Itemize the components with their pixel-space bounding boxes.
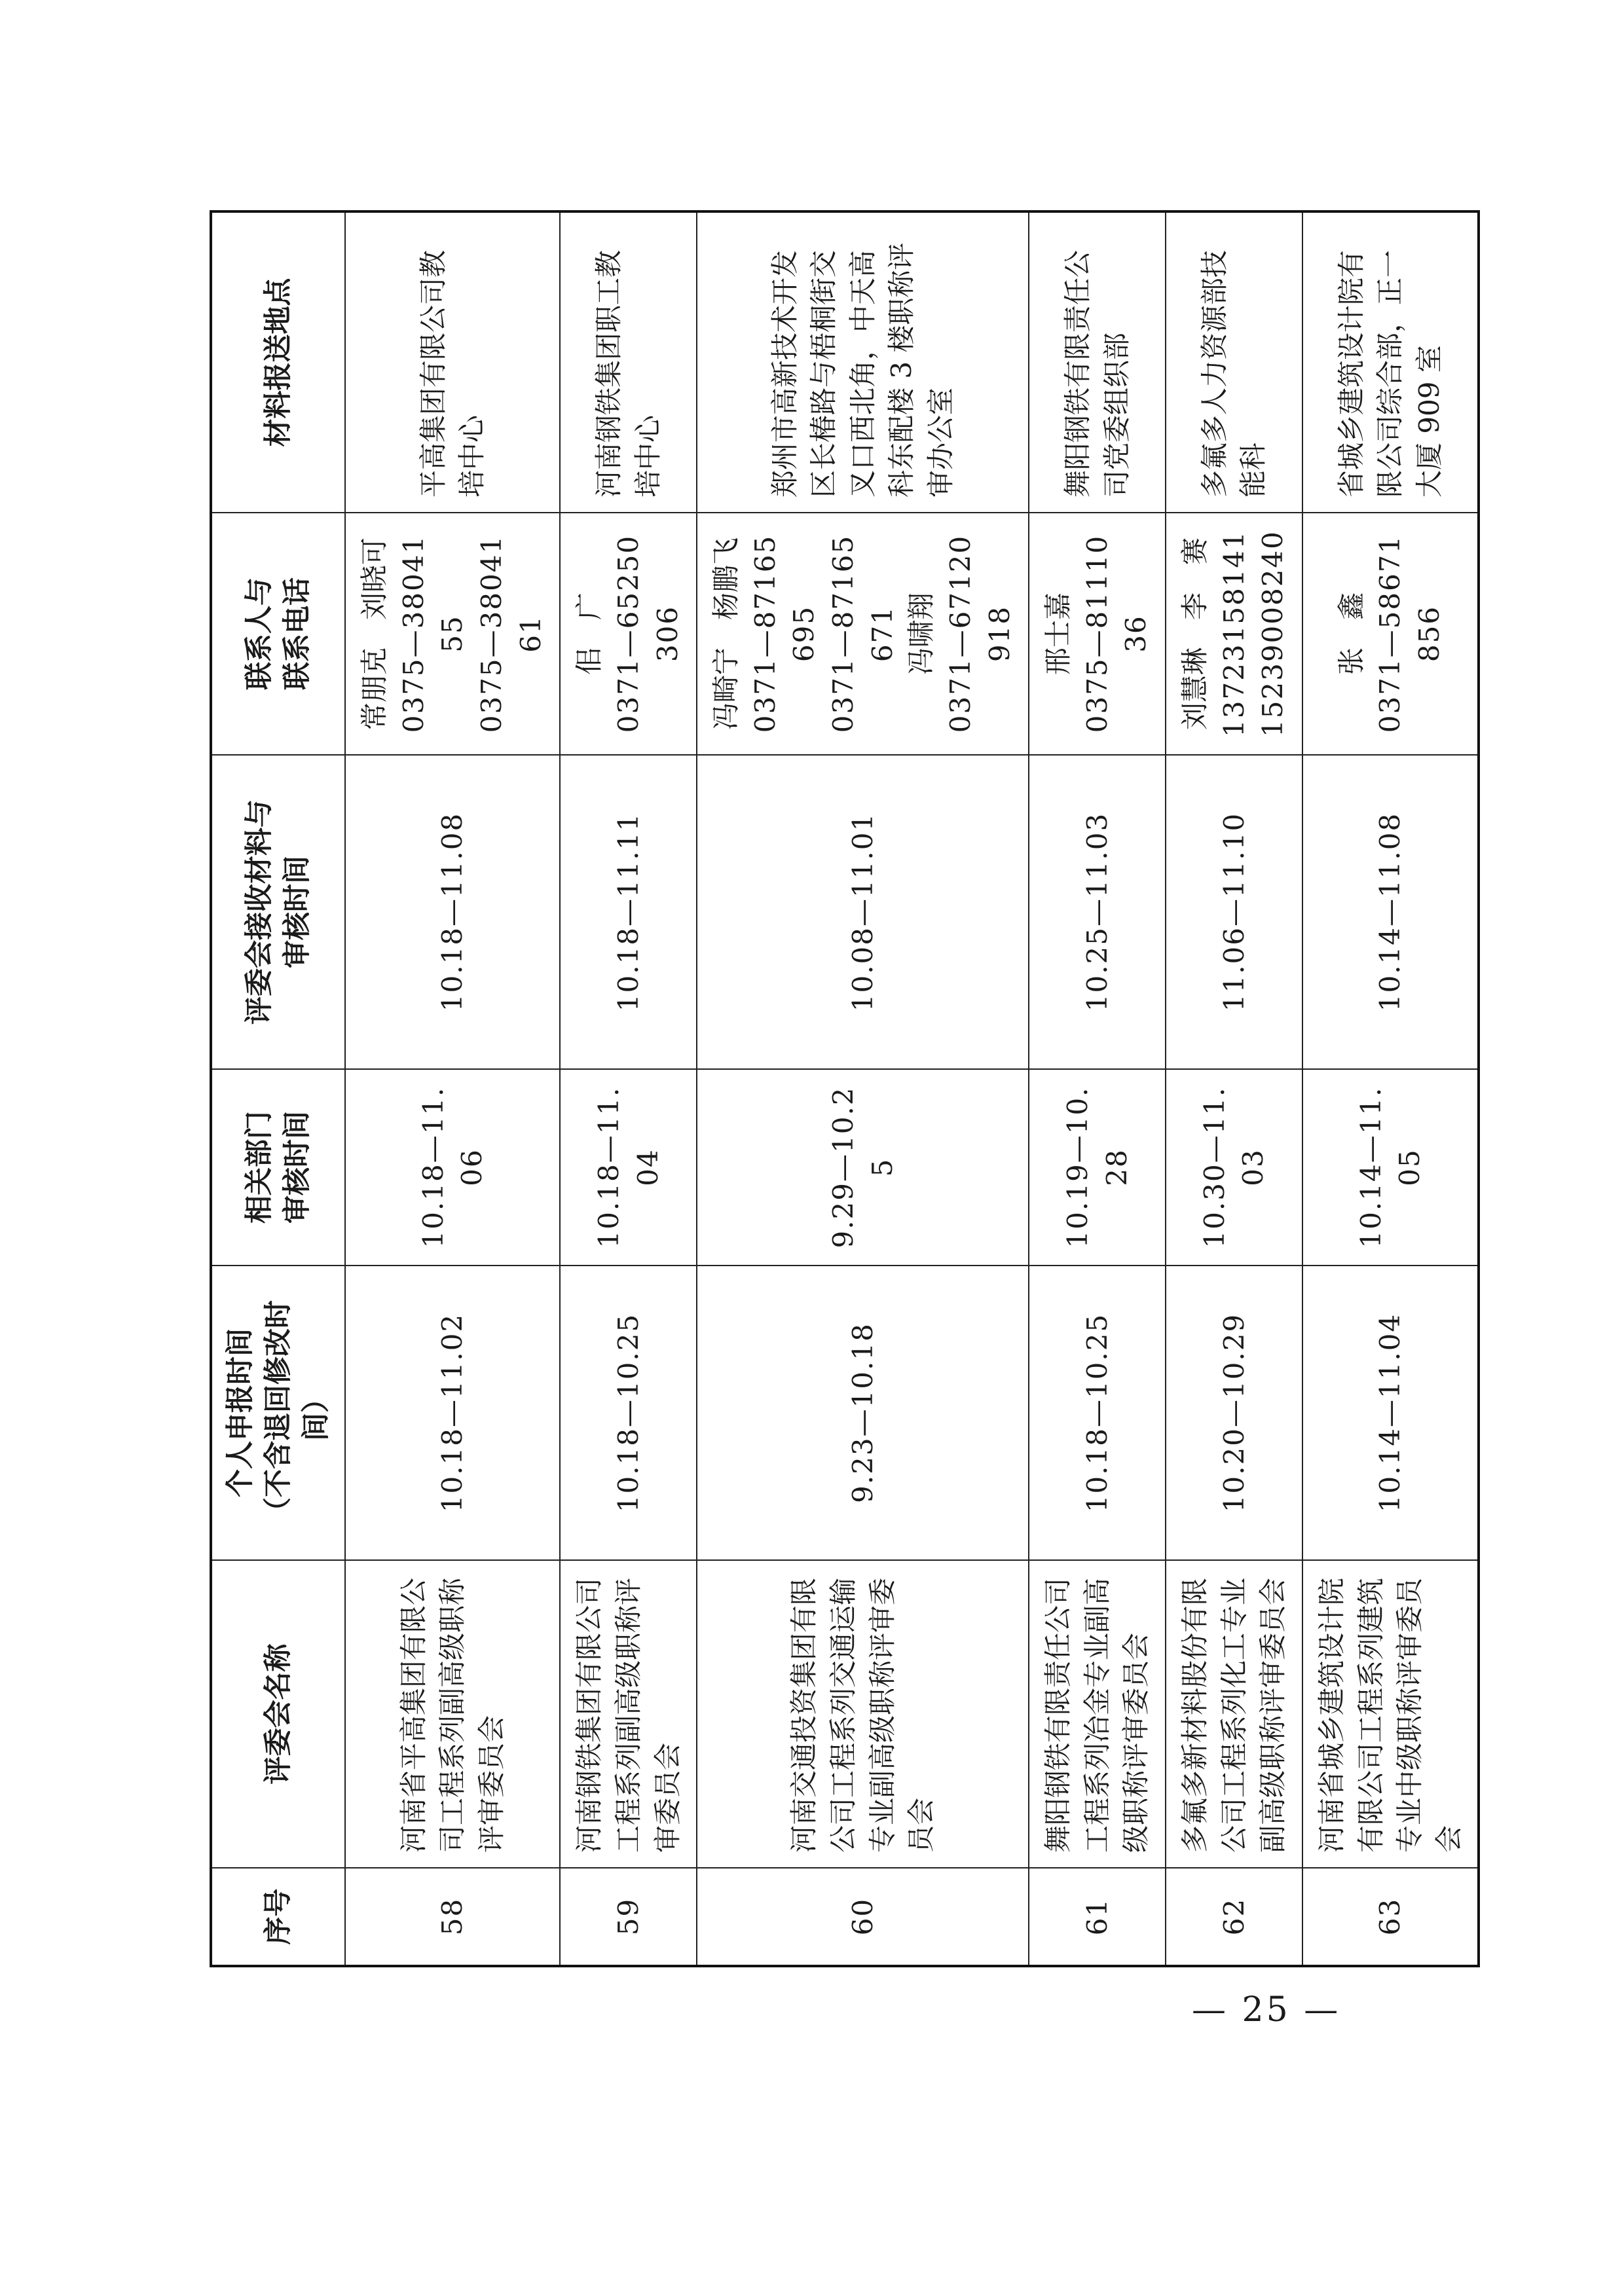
- cell-receive-time: 10.14—11.08: [1302, 755, 1479, 1069]
- cell-receive-time: 10.18—11.11: [560, 755, 697, 1069]
- cell-address: 省城乡建筑设计院有限公司综合部，正一大厦 909 室: [1302, 211, 1479, 513]
- rotated-table-wrapper: [210, 213, 1465, 1967]
- cell-contact: 刘慧琳 李 赛 13723158141 15239008240: [1166, 513, 1302, 755]
- cell-apply-time: 10.18—11.02: [345, 1266, 560, 1560]
- cell-contact: 常朋克 刘晓可 0375—3804155 0375—3804161: [345, 513, 560, 755]
- cell-address: 郑州市高新技术开发区长椿路与梧桐街交叉口西北角，中天高科东配楼 3 楼职称评审办公室: [697, 211, 1029, 513]
- cell-address: 舞阳钢铁有限责任公司党委组织部: [1029, 211, 1166, 513]
- table-row: [1302, 211, 1479, 1966]
- cell-seq: 60: [697, 1868, 1029, 1966]
- cell-apply-time: 9.23—10.18: [697, 1266, 1029, 1560]
- cell-contact: 邢士嘉 0375—8111036: [1029, 513, 1166, 755]
- cell-receive-time: 10.25—11.03: [1029, 755, 1166, 1069]
- table-row: [345, 211, 560, 1966]
- cell-seq: 62: [1166, 1868, 1302, 1966]
- cell-address: 多氟多人力资源部技能科: [1166, 211, 1302, 513]
- header-committee: 评委会名称: [211, 1560, 345, 1868]
- cell-contact: 冯畸宁 杨鹏飞 0371—87165695 0371—87165671 冯啸翔 0371—67120918: [697, 513, 1029, 755]
- cell-apply-time: 10.20—10.29: [1166, 1266, 1302, 1560]
- table-row: [1029, 211, 1166, 1966]
- cell-committee: 河南交通投资集团有限公司工程系列交通运输专业副高级职称评审委员会: [697, 1560, 1029, 1868]
- cell-seq: 63: [1302, 1868, 1479, 1966]
- table-header-row: [211, 211, 345, 1966]
- cell-contact: 佀 广 0371—65250306: [560, 513, 697, 755]
- cell-seq: 58: [345, 1868, 560, 1966]
- header-contact: 联系人与 联系电话: [211, 513, 345, 755]
- cell-address: 平高集团有限公司教培中心: [345, 211, 560, 513]
- cell-apply-time: 10.18—10.25: [560, 1266, 697, 1560]
- header-apply-time: 个人申报时间 （不含退回修改时间）: [211, 1266, 345, 1560]
- cell-committee: 河南省平高集团有限公司工程系列副高级职称评审委员会: [345, 1560, 560, 1868]
- cell-receive-time: 11.06—11.10: [1166, 755, 1302, 1069]
- cell-dept-time: 9.29—10.25: [697, 1069, 1029, 1266]
- cell-dept-time: 10.18—11.04: [560, 1069, 697, 1266]
- cell-committee: 河南省城乡建筑设计院有限公司工程系列建筑专业中级职称评审委员会: [1302, 1560, 1479, 1868]
- cell-dept-time: 10.14—11.05: [1302, 1069, 1479, 1266]
- cell-seq: 59: [560, 1868, 697, 1966]
- header-seq: 序号: [211, 1868, 345, 1966]
- table-row: [1166, 211, 1302, 1966]
- cell-receive-time: 10.08—11.01: [697, 755, 1029, 1069]
- table-row: [697, 211, 1029, 1966]
- committee-schedule-table: [210, 210, 1480, 1967]
- cell-committee: 舞阳钢铁有限责任公司工程系列冶金专业副高级职称评审委员会: [1029, 1560, 1166, 1868]
- cell-receive-time: 10.18—11.08: [345, 755, 560, 1069]
- cell-dept-time: 10.18—11.06: [345, 1069, 560, 1266]
- header-receive-time: 评委会接收材料与 审核时间: [211, 755, 345, 1069]
- page-number: — 25 —: [1192, 1990, 1341, 2030]
- header-address: 材料报送地点: [211, 211, 345, 513]
- cell-contact: 张 鑫 0371—58671856: [1302, 513, 1479, 755]
- table-row: [560, 211, 697, 1966]
- cell-apply-time: 10.14—11.04: [1302, 1266, 1479, 1560]
- cell-address: 河南钢铁集团职工教培中心: [560, 211, 697, 513]
- header-dept-time: 相关部门 审核时间: [211, 1069, 345, 1266]
- cell-dept-time: 10.19—10.28: [1029, 1069, 1166, 1266]
- cell-seq: 61: [1029, 1868, 1166, 1966]
- cell-apply-time: 10.18—10.25: [1029, 1266, 1166, 1560]
- cell-committee: 多氟多新材料股份有限公司工程系列化工专业副高级职称评审委员会: [1166, 1560, 1302, 1868]
- cell-dept-time: 10.30—11.03: [1166, 1069, 1302, 1266]
- cell-committee: 河南钢铁集团有限公司工程系列副高级职称评审委员会: [560, 1560, 697, 1868]
